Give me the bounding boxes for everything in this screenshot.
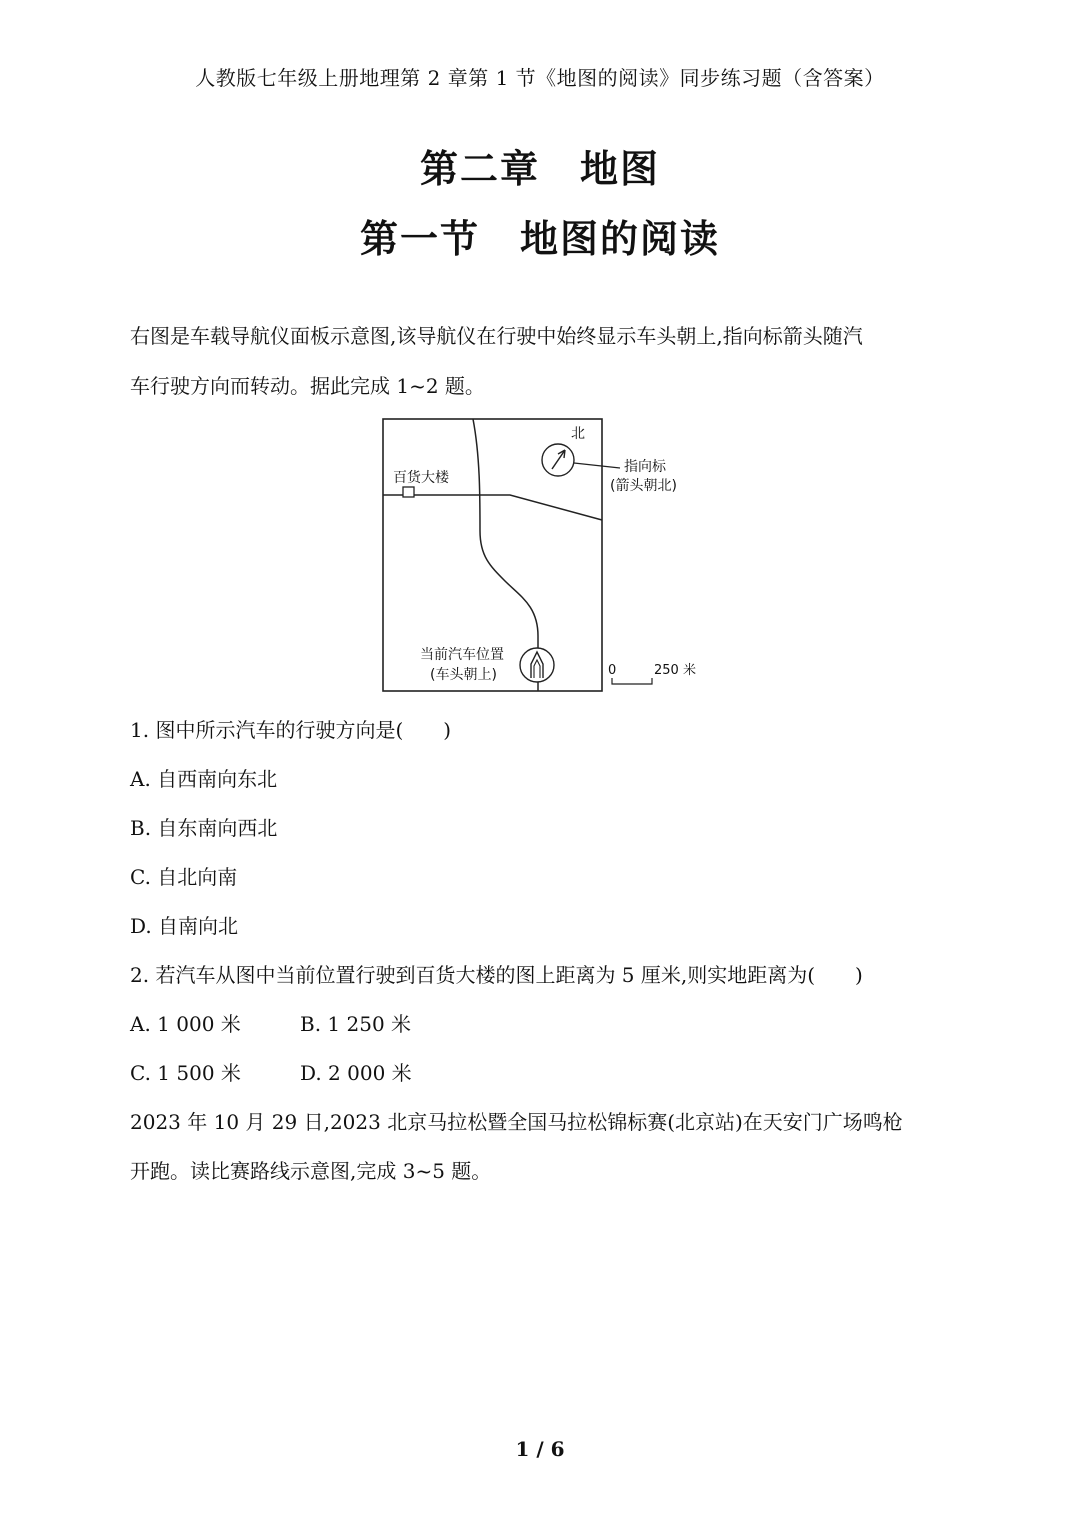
intro-paragraph-line-1: 右图是车载导航仪面板示意图,该导航仪在行驶中始终显示车头朝上,指向标箭头随汽 (130, 324, 863, 348)
pointer-note: (箭头朝北) (610, 478, 677, 494)
question-1-option-d: D. 自南向北 (130, 914, 239, 938)
car-note: (车头朝上) (430, 667, 497, 683)
question-2-stem: 2. 若汽车从图中当前位置行驶到百货大楼的图上距离为 5 厘米,则实地距离为( ) (130, 963, 863, 987)
navigation-panel-figure (380, 416, 720, 696)
horizontal-road (383, 495, 602, 520)
intro-2-line-2: 开跑。读比赛路线示意图,完成 3~5 题。 (130, 1159, 492, 1183)
question-1-option-c: C. 自北向南 (130, 865, 238, 889)
question-2-option-b: B. 1 250 米 (300, 1012, 412, 1036)
north-label: 北 (571, 426, 585, 442)
pointer-label: 指向标 (624, 459, 666, 475)
car-label: 当前汽车位置 (420, 647, 504, 663)
building-marker (403, 487, 414, 497)
section-title: 第一节 地图的阅读 (359, 216, 720, 261)
document-header: 人教版七年级上册地理第 2 章第 1 节《地图的阅读》同步练习题（含答案） (195, 66, 885, 90)
question-1-stem: 1. 图中所示汽车的行驶方向是( ) (130, 718, 452, 742)
pointer-leader-line (574, 463, 620, 468)
question-2-option-c: C. 1 500 米 (130, 1061, 241, 1085)
question-2-option-a: A. 1 000 米 (130, 1012, 241, 1036)
intro-2-line-1: 2023 年 10 月 29 日,2023 北京马拉松暨全国马拉松锦标赛(北京站)在天安门广场鸣枪 (130, 1110, 903, 1134)
scale-value-label: 250 米 (654, 663, 696, 678)
question-2-option-d: D. 2 000 米 (300, 1061, 412, 1085)
intro-paragraph-line-2: 车行驶方向而转动。据此完成 1~2 题。 (130, 374, 485, 398)
question-1-option-b: B. 自东南向西北 (130, 816, 278, 840)
question-1-option-a: A. 自西南向东北 (130, 767, 278, 791)
scale-zero-label: 0 (608, 663, 617, 678)
building-label: 百货大楼 (393, 470, 449, 486)
page-number: 1 / 6 (515, 1437, 565, 1461)
chapter-title: 第二章 地图 (419, 146, 660, 191)
scale-bar (612, 678, 652, 684)
